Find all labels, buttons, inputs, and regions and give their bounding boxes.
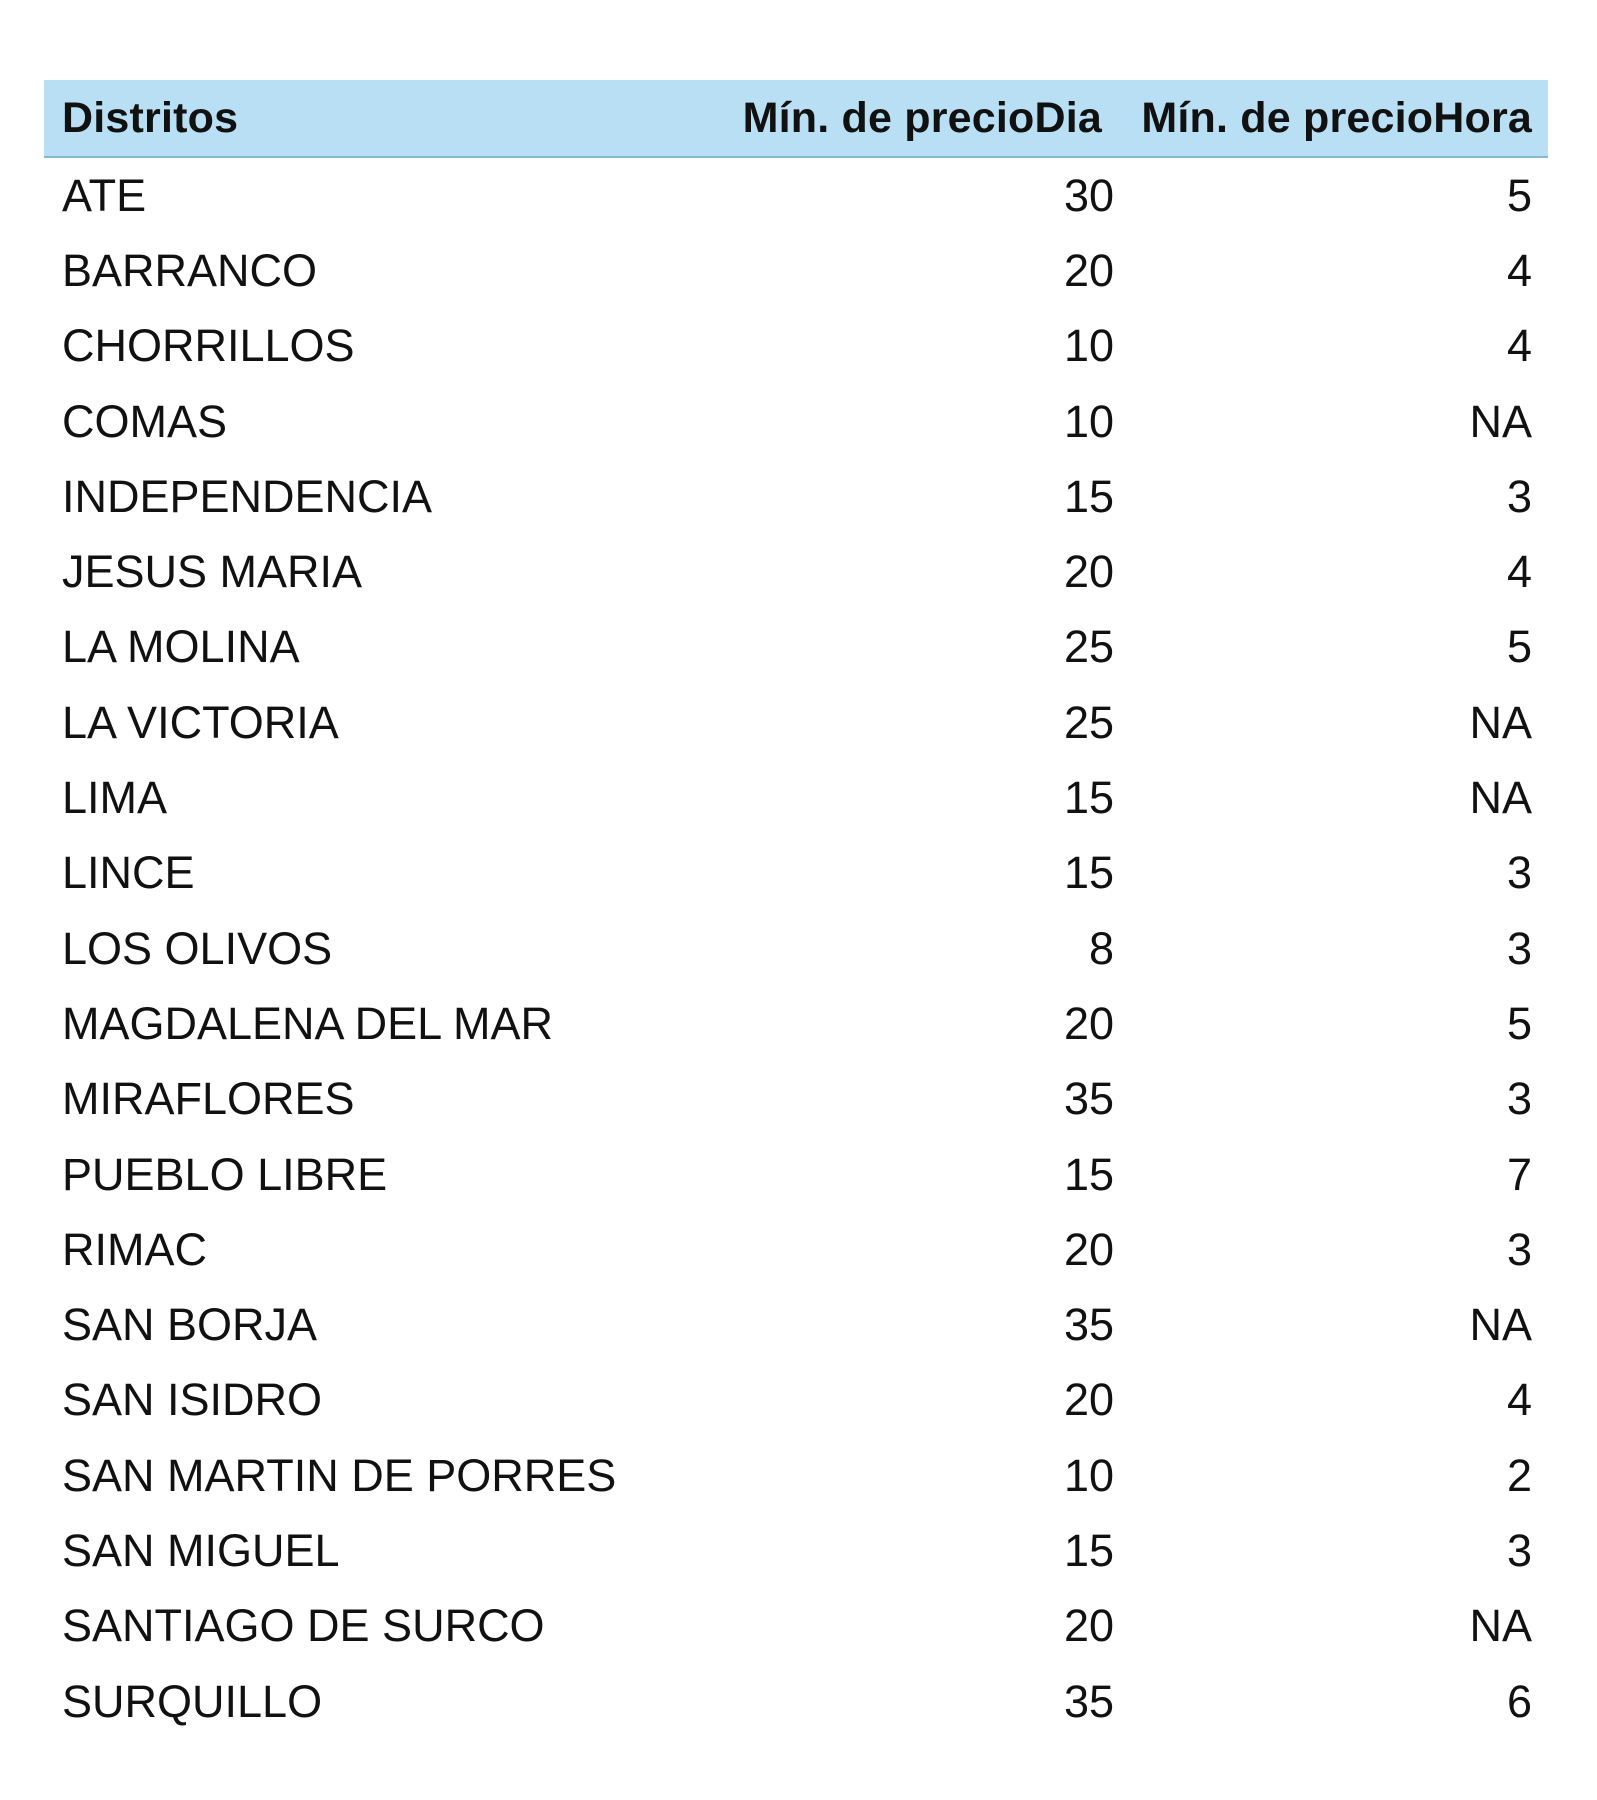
cell-distrito[interactable]: SAN MIGUEL bbox=[62, 1524, 340, 1576]
cell-precio-dia[interactable]: 35 bbox=[1063, 1073, 1114, 1125]
cell-distrito[interactable]: RIMAC bbox=[62, 1223, 207, 1275]
cell-precio-hora[interactable]: 7 bbox=[1506, 1148, 1532, 1200]
cell-precio-hora[interactable]: NA bbox=[1469, 696, 1532, 748]
cell-distrito[interactable]: LOS OLIVOS bbox=[62, 922, 333, 974]
cell-precio-hora[interactable]: 4 bbox=[1506, 320, 1532, 372]
cell-precio-dia[interactable]: 8 bbox=[1088, 922, 1114, 974]
table-row bbox=[44, 233, 1548, 308]
cell-distrito[interactable]: INDEPENDENCIA bbox=[62, 470, 433, 522]
cell-precio-dia[interactable]: 10 bbox=[1063, 320, 1114, 372]
cell-distrito[interactable]: CHORRILLOS bbox=[62, 320, 355, 372]
cell-precio-hora[interactable]: 3 bbox=[1506, 922, 1532, 974]
cell-precio-dia[interactable]: 15 bbox=[1063, 1148, 1114, 1200]
cell-precio-dia[interactable]: 15 bbox=[1063, 470, 1114, 522]
cell-precio-hora[interactable]: 4 bbox=[1506, 244, 1532, 296]
cell-precio-hora[interactable]: 2 bbox=[1506, 1449, 1532, 1501]
cell-precio-dia[interactable]: 35 bbox=[1063, 1675, 1114, 1727]
cell-distrito[interactable]: JESUS MARIA bbox=[62, 546, 363, 598]
cell-precio-hora[interactable]: 5 bbox=[1506, 997, 1532, 1049]
cell-distrito[interactable]: LINCE bbox=[62, 847, 195, 899]
cell-precio-hora[interactable]: 3 bbox=[1506, 847, 1532, 899]
cell-precio-hora[interactable]: 4 bbox=[1506, 546, 1532, 598]
cell-precio-dia[interactable]: 10 bbox=[1063, 395, 1114, 447]
table-row bbox=[44, 986, 1548, 1061]
cell-distrito[interactable]: LA MOLINA bbox=[62, 621, 300, 673]
cell-precio-hora[interactable]: NA bbox=[1469, 395, 1532, 447]
cell-distrito[interactable]: LIMA bbox=[62, 772, 168, 824]
table-row bbox=[44, 1287, 1548, 1362]
cell-precio-dia[interactable]: 20 bbox=[1063, 997, 1114, 1049]
table-row bbox=[44, 459, 1548, 534]
cell-precio-hora[interactable]: NA bbox=[1469, 772, 1532, 824]
table-row bbox=[44, 685, 1548, 760]
header-distritos[interactable]: Distritos bbox=[62, 93, 239, 142]
cell-precio-dia[interactable]: 20 bbox=[1063, 1374, 1114, 1426]
cell-distrito[interactable]: LA VICTORIA bbox=[62, 696, 339, 748]
cell-precio-hora[interactable]: NA bbox=[1469, 1600, 1532, 1652]
header-precio-hora[interactable]: Mín. de precioHora bbox=[1141, 93, 1532, 142]
table-row bbox=[44, 1363, 1548, 1438]
table-row bbox=[44, 1513, 1548, 1588]
cell-precio-dia[interactable]: 35 bbox=[1063, 1299, 1114, 1351]
table-row bbox=[44, 158, 1548, 233]
table-row bbox=[44, 911, 1548, 986]
cell-distrito[interactable]: SAN ISIDRO bbox=[62, 1374, 323, 1426]
cell-distrito[interactable]: MAGDALENA DEL MAR bbox=[62, 997, 553, 1049]
table-row bbox=[44, 1137, 1548, 1212]
cell-precio-hora[interactable]: 5 bbox=[1506, 621, 1532, 673]
cell-precio-dia[interactable]: 25 bbox=[1063, 696, 1114, 748]
cell-precio-hora[interactable]: 5 bbox=[1506, 169, 1532, 221]
header-precio-dia[interactable]: Mín. de precioDia bbox=[742, 93, 1102, 142]
cell-distrito[interactable]: MIRAFLORES bbox=[62, 1073, 355, 1125]
cell-distrito[interactable]: BARRANCO bbox=[62, 244, 318, 296]
table-row bbox=[44, 309, 1548, 384]
cell-precio-hora[interactable]: NA bbox=[1469, 1299, 1532, 1351]
table-row bbox=[44, 534, 1548, 609]
cell-precio-dia[interactable]: 15 bbox=[1063, 772, 1114, 824]
table-body bbox=[44, 158, 1548, 1739]
table-header bbox=[44, 80, 1548, 158]
cell-precio-dia[interactable]: 20 bbox=[1063, 546, 1114, 598]
cell-distrito[interactable]: SAN BORJA bbox=[62, 1299, 318, 1351]
cell-precio-dia[interactable]: 20 bbox=[1063, 244, 1114, 296]
cell-precio-hora[interactable]: 3 bbox=[1506, 1223, 1532, 1275]
table-row bbox=[44, 1664, 1548, 1739]
cell-precio-dia[interactable]: 30 bbox=[1063, 169, 1114, 221]
cell-precio-hora[interactable]: 3 bbox=[1506, 1524, 1532, 1576]
cell-precio-hora[interactable]: 3 bbox=[1506, 1073, 1532, 1125]
table-row bbox=[44, 836, 1548, 911]
table-row bbox=[44, 760, 1548, 835]
cell-precio-dia[interactable]: 20 bbox=[1063, 1223, 1114, 1275]
table-row bbox=[44, 1589, 1548, 1664]
cell-distrito[interactable]: SAN MARTIN DE PORRES bbox=[62, 1449, 617, 1501]
cell-distrito[interactable]: ATE bbox=[62, 169, 147, 221]
cell-distrito[interactable]: COMAS bbox=[62, 395, 228, 447]
cell-precio-hora[interactable]: 4 bbox=[1506, 1374, 1532, 1426]
table-row bbox=[44, 384, 1548, 459]
cell-precio-dia[interactable]: 10 bbox=[1063, 1449, 1114, 1501]
cell-precio-dia[interactable]: 20 bbox=[1063, 1600, 1114, 1652]
cell-precio-dia[interactable]: 25 bbox=[1063, 621, 1114, 673]
cell-distrito[interactable]: PUEBLO LIBRE bbox=[62, 1148, 388, 1200]
cell-precio-dia[interactable]: 15 bbox=[1063, 847, 1114, 899]
pivot-table bbox=[44, 80, 1548, 1739]
table-row bbox=[44, 1062, 1548, 1137]
cell-distrito[interactable]: SURQUILLO bbox=[62, 1675, 323, 1727]
table-row bbox=[44, 1438, 1548, 1513]
cell-precio-dia[interactable]: 15 bbox=[1063, 1524, 1114, 1576]
table-row bbox=[44, 1212, 1548, 1287]
cell-distrito[interactable]: SANTIAGO DE SURCO bbox=[62, 1600, 545, 1652]
cell-precio-hora[interactable]: 3 bbox=[1506, 470, 1532, 522]
cell-precio-hora[interactable]: 6 bbox=[1506, 1675, 1532, 1727]
table-row bbox=[44, 610, 1548, 685]
